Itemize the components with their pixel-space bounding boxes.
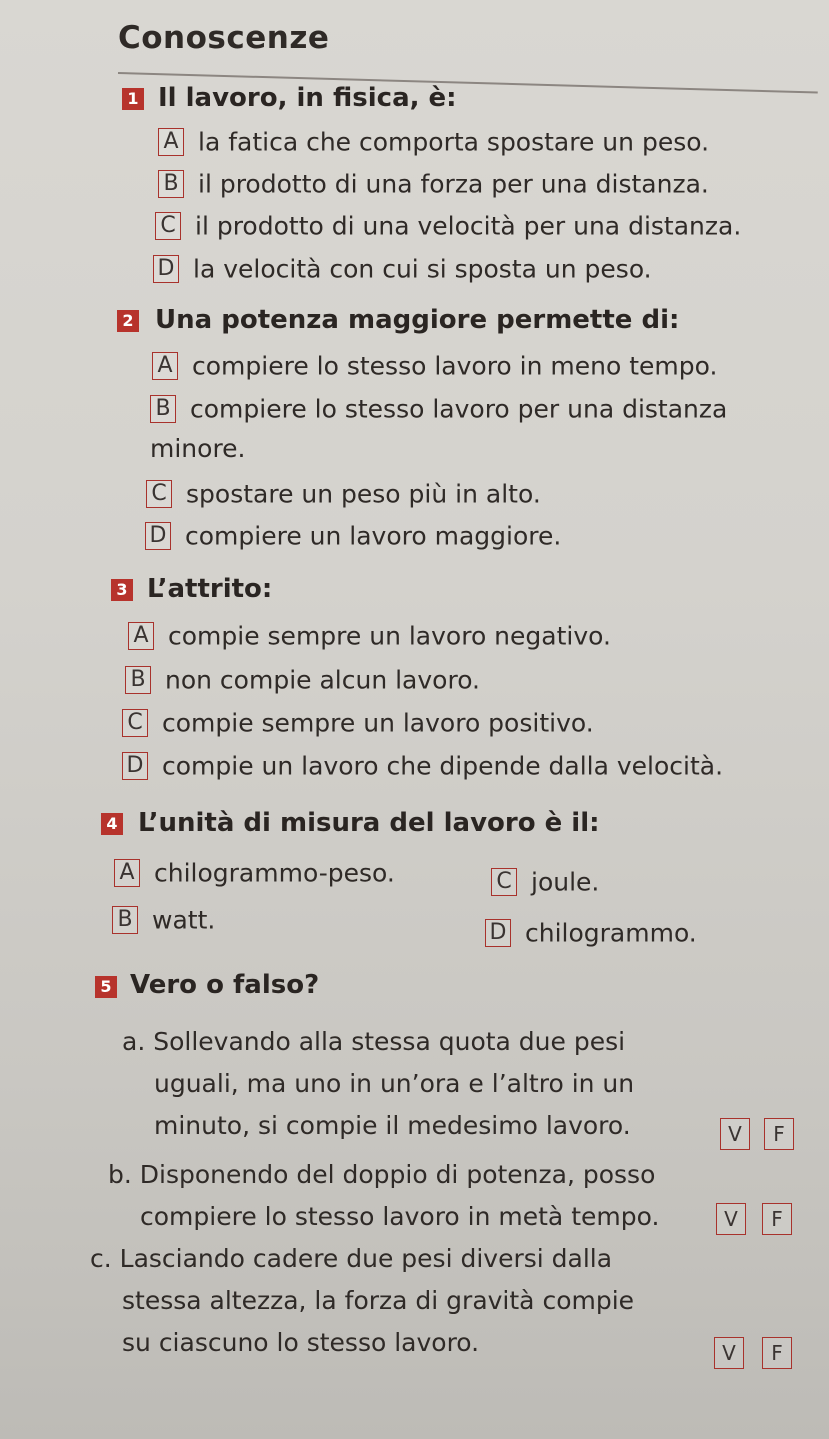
q3-option-b[interactable]	[125, 664, 480, 695]
q2-option-b[interactable]	[150, 393, 727, 424]
q1-option-d[interactable]	[153, 253, 652, 284]
q3-option-c[interactable]	[122, 707, 594, 738]
option-text: la velocità con cui si sposta un peso.	[193, 254, 652, 284]
statement-line: stessa altezza, la forza di gravità compie	[122, 1286, 635, 1315]
item-c-true-box[interactable]: V	[714, 1337, 744, 1369]
option-text: spostare un peso più in alto.	[186, 479, 541, 509]
option-text: compie sempre un lavoro negativo.	[168, 621, 611, 651]
statement-line: c. Lasciando cadere due pesi diversi dalla	[90, 1244, 613, 1273]
option-text: chilogrammo-peso.	[154, 858, 395, 888]
question-2-number: 2	[117, 310, 139, 332]
q3-option-d[interactable]	[122, 750, 723, 781]
statement-line: compiere lo stesso lavoro in metà tempo.	[140, 1202, 660, 1231]
option-letter-box[interactable]: A	[128, 622, 154, 650]
q1-option-a[interactable]	[158, 126, 709, 157]
option-letter-box[interactable]: B	[150, 395, 176, 423]
q1-option-b[interactable]	[158, 168, 709, 199]
option-text: compiere lo stesso lavoro per una distanza	[190, 394, 728, 424]
q4-option-a[interactable]	[114, 857, 395, 888]
true-false-item-a	[122, 1021, 634, 1147]
option-text: watt.	[152, 905, 216, 935]
statement-line: minuto, si compie il medesimo lavoro.	[154, 1111, 631, 1140]
q2-option-c[interactable]	[146, 478, 541, 509]
statement-line: su ciascuno lo stesso lavoro.	[122, 1328, 480, 1357]
item-b-false-box[interactable]: F	[762, 1203, 792, 1235]
item-a-true-box[interactable]: V	[720, 1118, 750, 1150]
item-b-true-box[interactable]: V	[716, 1203, 746, 1235]
option-letter-box[interactable]: A	[158, 128, 184, 156]
q2-option-a[interactable]	[152, 350, 717, 381]
option-letter-box[interactable]: D	[122, 752, 148, 780]
question-4-number: 4	[101, 813, 123, 835]
q2-option-b-continuation: minore.	[150, 434, 246, 463]
option-text: compie sempre un lavoro positivo.	[162, 708, 594, 738]
page-title: Conoscenze	[118, 20, 330, 56]
question-1-text: Il lavoro, in fisica, è:	[158, 83, 457, 113]
q4-option-b[interactable]	[112, 904, 215, 935]
option-text: il prodotto di una forza per una distanza.	[198, 169, 709, 199]
option-letter-box[interactable]: D	[145, 522, 171, 550]
option-letter-box[interactable]: B	[112, 906, 138, 934]
option-text: chilogrammo.	[525, 918, 697, 948]
option-letter-box[interactable]: B	[158, 170, 184, 198]
option-letter-box[interactable]: A	[152, 352, 178, 380]
option-letter-box[interactable]: B	[125, 666, 151, 694]
item-a-false-box[interactable]: F	[764, 1118, 794, 1150]
option-letter-box[interactable]: A	[114, 859, 140, 887]
option-letter-box[interactable]: C	[491, 868, 517, 896]
option-text: compiere un lavoro maggiore.	[185, 521, 562, 551]
option-text: compiere lo stesso lavoro in meno tempo.	[192, 351, 718, 381]
item-c-false-box[interactable]: F	[762, 1337, 792, 1369]
option-letter-box[interactable]: C	[146, 480, 172, 508]
option-letter-box[interactable]: D	[153, 255, 179, 283]
question-4-text: L’unità di misura del lavoro è il:	[138, 808, 600, 838]
q1-option-c[interactable]	[155, 210, 741, 241]
question-5-text: Vero o falso?	[130, 970, 320, 1000]
question-2-text: Una potenza maggiore permette di:	[155, 305, 680, 335]
q4-option-c[interactable]	[491, 866, 599, 897]
statement-line: b. Disponendo del doppio di potenza, posso	[108, 1160, 656, 1189]
q3-option-a[interactable]	[128, 620, 611, 651]
true-false-item-b	[108, 1154, 659, 1238]
q2-option-d[interactable]	[145, 520, 561, 551]
q4-option-d[interactable]	[485, 917, 697, 948]
option-text: non compie alcun lavoro.	[165, 665, 481, 695]
question-1-number: 1	[122, 88, 144, 110]
option-letter-box[interactable]: C	[155, 212, 181, 240]
option-text: joule.	[531, 867, 600, 897]
true-false-item-c	[90, 1238, 634, 1364]
statement-line: uguali, ma uno in un’ora e l’altro in un	[154, 1069, 635, 1098]
question-3-number: 3	[111, 579, 133, 601]
option-text: la fatica che comporta spostare un peso.	[198, 127, 710, 157]
option-letter-box[interactable]: D	[485, 919, 511, 947]
statement-line: a. Sollevando alla stessa quota due pesi	[122, 1027, 626, 1056]
option-text: compie un lavoro che dipende dalla velocità.	[162, 751, 724, 781]
question-5-number: 5	[95, 976, 117, 998]
option-text: il prodotto di una velocità per una distanza.	[195, 211, 742, 241]
option-letter-box[interactable]: C	[122, 709, 148, 737]
question-3-text: L’attrito:	[147, 574, 273, 604]
